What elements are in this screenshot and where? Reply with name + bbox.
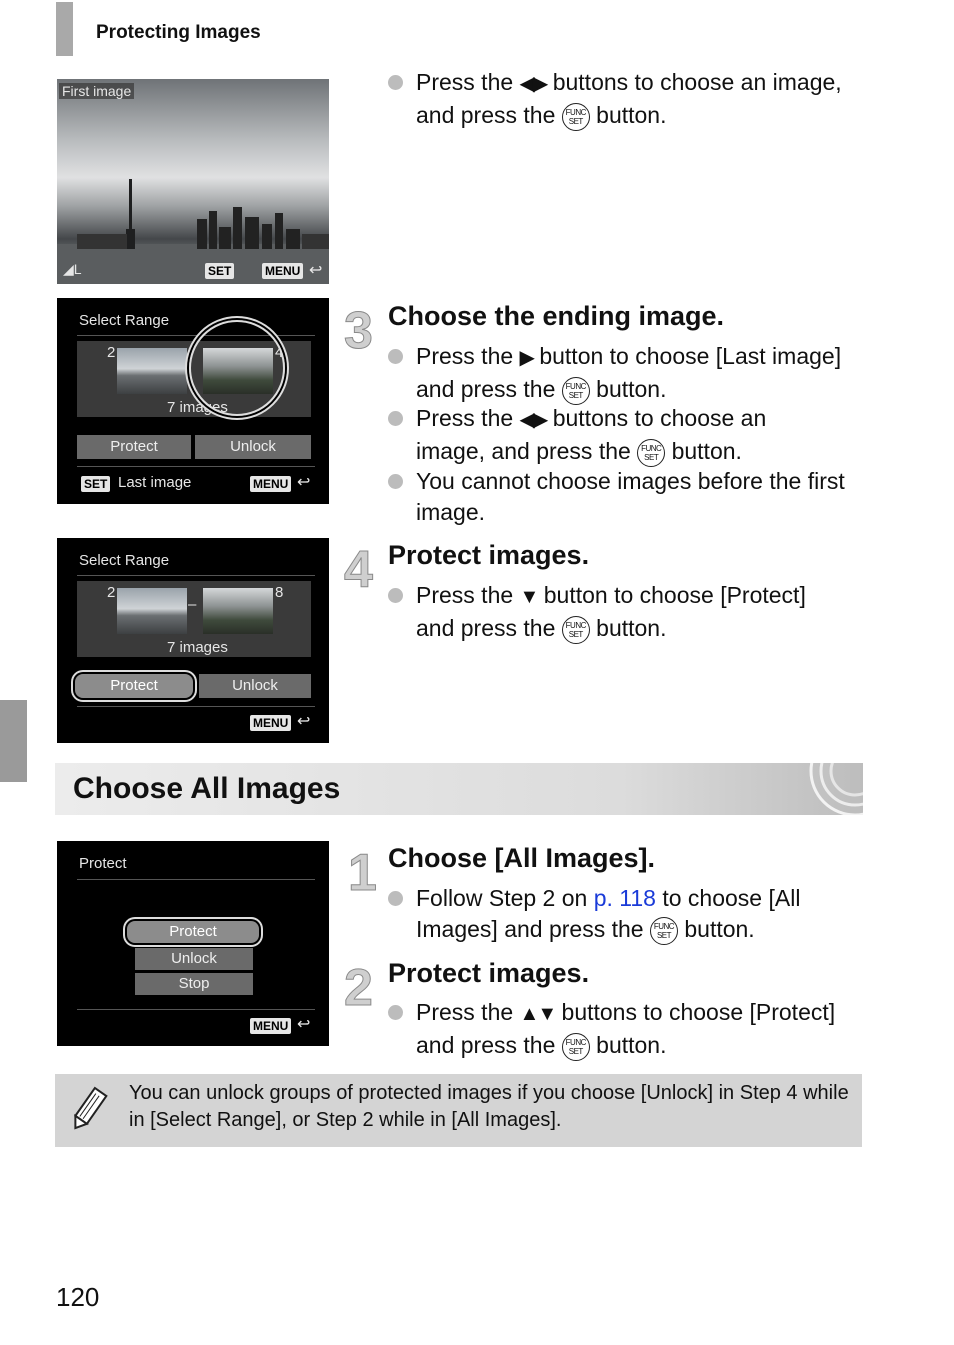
range-start-number: 2 [107,344,116,361]
step-title: Protect images. [388,958,590,988]
return-icon: ↩ [297,1016,311,1033]
top-step-bullet: Press the ◀▶ buttons to choose an image, and press the FUNC SET button. [388,67,886,131]
step3-bullet-2: Press the ◀▶ buttons to choose an image, and press the FUNC SET button. [388,403,886,467]
step2-bullet-1: Press the ▲▼ buttons to choose [Protect] and press the FUNC SET button. [388,997,886,1061]
highlight-circle [189,320,285,416]
step-number: 1 [348,844,377,902]
func-set-icon: FUNC SET [562,103,590,131]
protect-button-selected[interactable]: Protect [75,674,193,698]
first-image-label: First image [59,83,134,99]
left-right-arrows-icon: ◀▶ [519,409,547,431]
func-set-icon: FUNC SET [562,1033,590,1061]
screen-select-range-protect [57,538,329,743]
image-count: 7 images [167,399,228,416]
screen-first-image [57,79,329,284]
divider [77,575,315,576]
step-title: Choose [All Images]. [388,843,656,873]
return-icon: ↩ [297,474,311,491]
unlock-button[interactable]: Unlock [199,674,311,698]
divider [77,466,315,467]
step3-bullet-3: You cannot choose images before the first image. [388,466,886,528]
func-set-icon: FUNC SET [562,616,590,644]
bullet-dot [388,411,403,426]
header-bar [56,2,73,56]
start-thumbnail [117,348,187,394]
divider [77,1009,315,1010]
range-end-number: 8 [275,584,284,601]
chapter-tab [0,700,27,782]
stop-option[interactable]: Stop [135,973,253,995]
divider [77,706,315,707]
func-set-icon: FUNC SET [637,439,665,467]
screen-select-range-last [57,298,329,504]
pencil-icon [68,1086,108,1139]
swirl-decoration-icon [780,763,863,815]
bullet-dot [388,349,403,364]
menu-badge: MENU [250,476,291,492]
right-arrow-icon: ▶ [519,347,533,369]
divider [77,335,315,336]
range-start-number: 2 [107,584,116,601]
image-count: 7 images [167,639,228,656]
end-thumbnail [203,588,273,634]
bullet-dot [388,588,403,603]
screen-title: Select Range [79,552,170,569]
range-dash: – [188,596,197,613]
protect-button[interactable]: Protect [77,435,191,459]
page-link[interactable]: p. 118 [593,885,656,911]
step4-bullet-1: Press the ▼ button to choose [Protect] and press the FUNC SET button. [388,580,886,644]
return-icon: ↩ [309,262,323,279]
range-end-number: 4 [275,344,284,361]
menu-badge: MENU [250,1018,291,1034]
protect-option-selected[interactable]: Protect [127,921,259,943]
step-title: Protect images. [388,540,590,570]
menu-badge: MENU [262,263,303,279]
page-number: 120 [56,1282,100,1312]
menu-badge: MENU [250,715,291,731]
screen-title: Protect [79,855,127,872]
set-badge: SET [205,263,234,279]
unlock-option[interactable]: Unlock [135,948,253,970]
step-number: 3 [344,302,373,360]
step-number: 2 [344,959,373,1017]
section-title: Choose All Images [73,772,341,805]
bullet-dot [388,1005,403,1020]
return-icon: ↩ [297,713,311,730]
unlock-button[interactable]: Unlock [195,435,311,459]
footer-label: Last image [118,474,192,491]
divider [77,879,315,880]
city-skyline-icon [57,79,329,284]
set-badge: SET [81,476,110,492]
step3-bullet-1: Press the ▶ button to choose [Last image] and press the FUNC SET button. [388,341,886,405]
bullet-dot [388,474,403,489]
page-header-title: Protecting Images [96,22,261,43]
bullet-dot [388,891,403,906]
start-thumbnail [117,588,187,634]
image-size-icon: ◢L [63,261,82,277]
down-arrow-icon: ▼ [519,586,538,608]
up-down-arrows-icon: ▲▼ [519,1003,556,1025]
bullet-dot [388,75,403,90]
note-text: You can unlock groups of protected images if you choose [Unlock] in Step 4 while in [Select Range], or Step 2 while in [All Images]. [129,1082,849,1131]
step-number: 4 [344,541,373,599]
func-set-icon: FUNC SET [650,917,678,945]
screen-protect-menu [57,841,329,1046]
left-right-arrows-icon: ◀▶ [519,73,547,95]
func-set-icon: FUNC SET [562,377,590,405]
step1-bullet-1: Follow Step 2 on p. 118 to choose [All Images] and press the FUNC SET button. [388,883,886,945]
step-title: Choose the ending image. [388,301,725,331]
screen-title: Select Range [79,312,170,329]
